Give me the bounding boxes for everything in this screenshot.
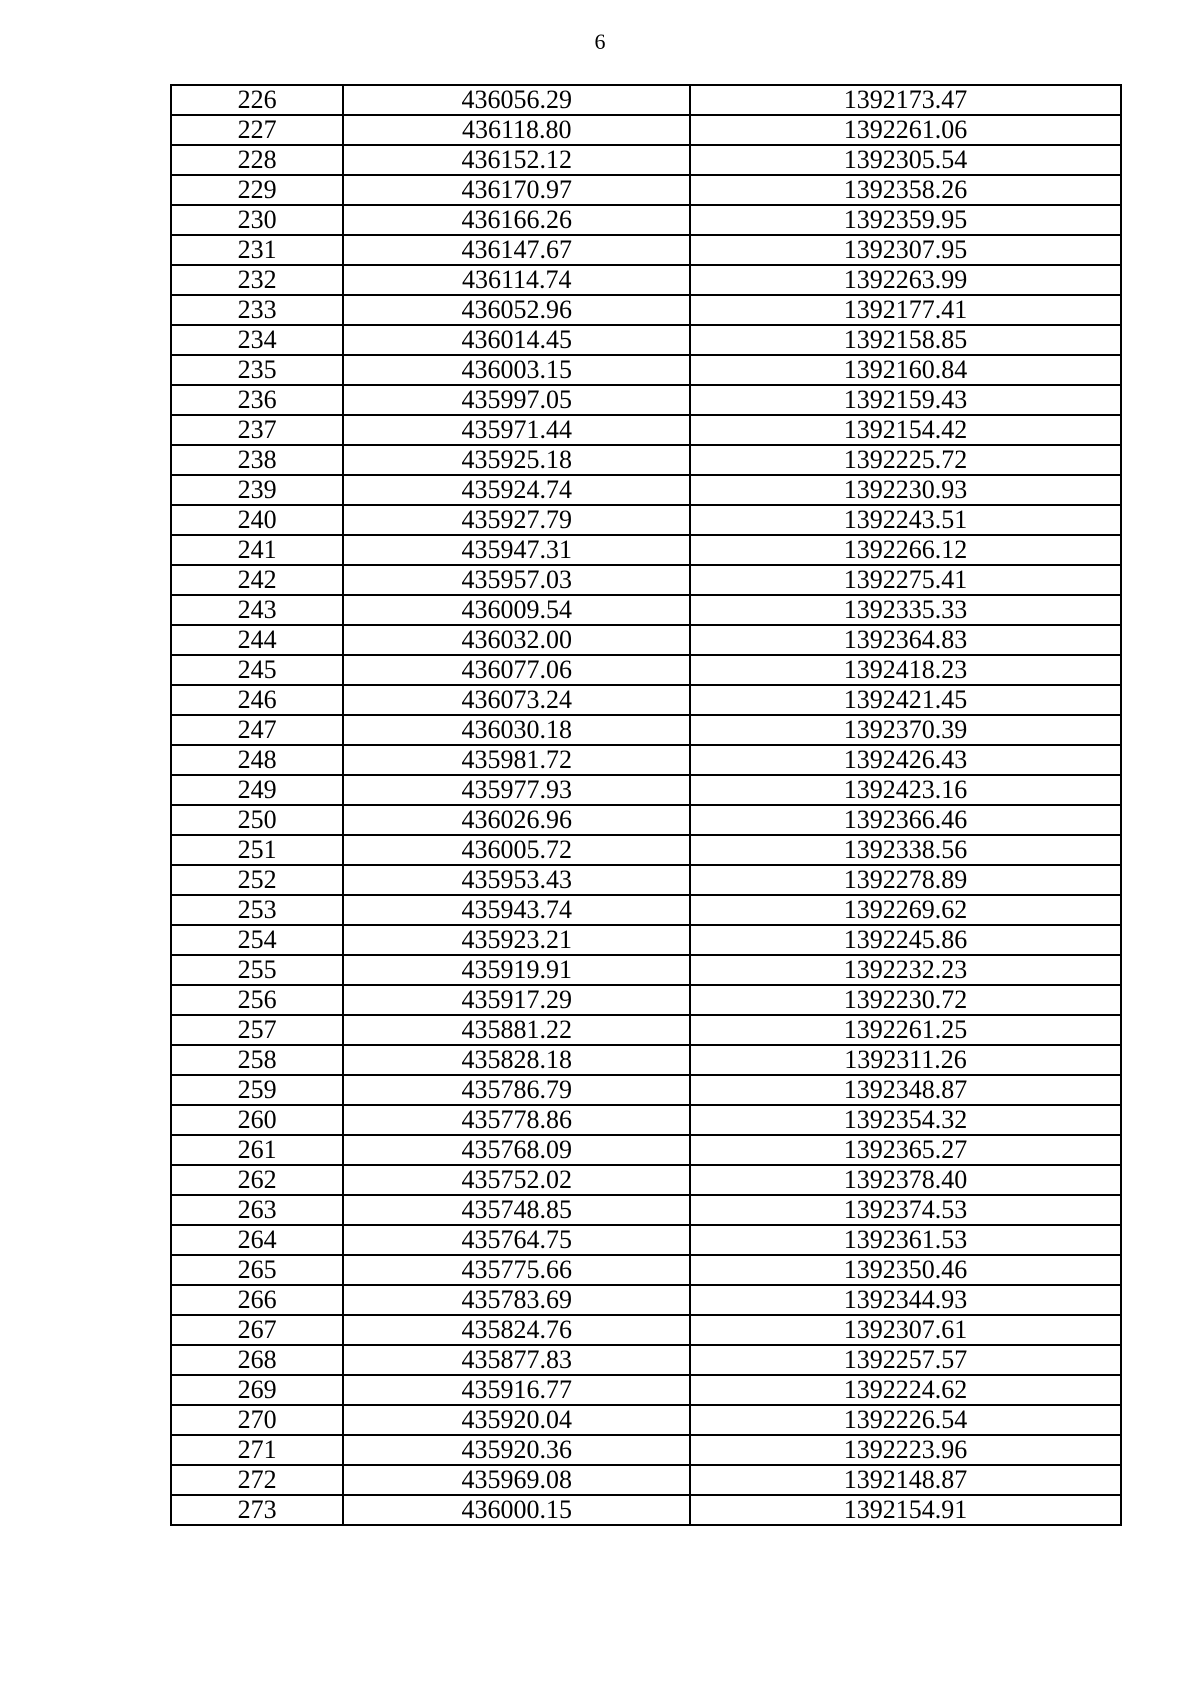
x-coordinate-cell: 435783.69 — [343, 1285, 690, 1315]
table-row — [171, 175, 1121, 205]
table-row — [171, 325, 1121, 355]
point-number-cell: 244 — [171, 625, 343, 655]
x-coordinate-cell: 436052.96 — [343, 295, 690, 325]
table-row — [171, 1165, 1121, 1195]
table-row — [171, 595, 1121, 625]
y-coordinate-cell: 1392354.32 — [690, 1105, 1121, 1135]
point-number-cell: 230 — [171, 205, 343, 235]
x-coordinate-cell: 435924.74 — [343, 475, 690, 505]
table-row — [171, 475, 1121, 505]
point-number-cell: 267 — [171, 1315, 343, 1345]
y-coordinate-cell: 1392232.23 — [690, 955, 1121, 985]
table-row — [171, 895, 1121, 925]
y-coordinate-cell: 1392263.99 — [690, 265, 1121, 295]
x-coordinate-cell: 435927.79 — [343, 505, 690, 535]
point-number-cell: 229 — [171, 175, 343, 205]
y-coordinate-cell: 1392348.87 — [690, 1075, 1121, 1105]
y-coordinate-cell: 1392423.16 — [690, 775, 1121, 805]
x-coordinate-cell: 435824.76 — [343, 1315, 690, 1345]
table-row — [171, 1225, 1121, 1255]
table-row — [171, 925, 1121, 955]
y-coordinate-cell: 1392364.83 — [690, 625, 1121, 655]
point-number-cell: 272 — [171, 1465, 343, 1495]
point-number-cell: 256 — [171, 985, 343, 1015]
y-coordinate-cell: 1392344.93 — [690, 1285, 1121, 1315]
page-number: 6 — [594, 29, 606, 54]
x-coordinate-cell: 435877.83 — [343, 1345, 690, 1375]
point-number-cell: 241 — [171, 535, 343, 565]
x-coordinate-cell: 436056.29 — [343, 85, 690, 115]
point-number-cell: 232 — [171, 265, 343, 295]
point-number-cell: 254 — [171, 925, 343, 955]
x-coordinate-cell: 436030.18 — [343, 715, 690, 745]
table-body — [171, 85, 1121, 1525]
point-number-cell: 266 — [171, 1285, 343, 1315]
x-coordinate-cell: 436003.15 — [343, 355, 690, 385]
point-number-cell: 239 — [171, 475, 343, 505]
point-number-cell: 271 — [171, 1435, 343, 1465]
table-row — [171, 1105, 1121, 1135]
y-coordinate-cell: 1392338.56 — [690, 835, 1121, 865]
x-coordinate-cell: 435752.02 — [343, 1165, 690, 1195]
x-coordinate-cell: 436032.00 — [343, 625, 690, 655]
y-coordinate-cell: 1392278.89 — [690, 865, 1121, 895]
point-number-cell: 243 — [171, 595, 343, 625]
point-number-cell: 264 — [171, 1225, 343, 1255]
y-coordinate-cell: 1392159.43 — [690, 385, 1121, 415]
y-coordinate-cell: 1392307.61 — [690, 1315, 1121, 1345]
y-coordinate-cell: 1392160.84 — [690, 355, 1121, 385]
table-row — [171, 775, 1121, 805]
point-number-cell: 228 — [171, 145, 343, 175]
table-row — [171, 1315, 1121, 1345]
x-coordinate-cell: 435969.08 — [343, 1465, 690, 1495]
point-number-cell: 247 — [171, 715, 343, 745]
table-row — [171, 85, 1121, 115]
x-coordinate-cell: 436170.97 — [343, 175, 690, 205]
point-number-cell: 259 — [171, 1075, 343, 1105]
point-number-cell: 248 — [171, 745, 343, 775]
point-number-cell: 231 — [171, 235, 343, 265]
point-number-cell: 262 — [171, 1165, 343, 1195]
table-row — [171, 655, 1121, 685]
point-number-cell: 263 — [171, 1195, 343, 1225]
y-coordinate-cell: 1392154.42 — [690, 415, 1121, 445]
x-coordinate-cell: 435828.18 — [343, 1045, 690, 1075]
y-coordinate-cell: 1392158.85 — [690, 325, 1121, 355]
y-coordinate-cell: 1392154.91 — [690, 1495, 1121, 1525]
x-coordinate-cell: 436026.96 — [343, 805, 690, 835]
y-coordinate-cell: 1392365.27 — [690, 1135, 1121, 1165]
y-coordinate-cell: 1392243.51 — [690, 505, 1121, 535]
y-coordinate-cell: 1392230.93 — [690, 475, 1121, 505]
x-coordinate-cell: 435977.93 — [343, 775, 690, 805]
y-coordinate-cell: 1392426.43 — [690, 745, 1121, 775]
x-coordinate-cell: 435768.09 — [343, 1135, 690, 1165]
table-row — [171, 385, 1121, 415]
x-coordinate-cell: 435764.75 — [343, 1225, 690, 1255]
table-row — [171, 1255, 1121, 1285]
x-coordinate-cell: 435919.91 — [343, 955, 690, 985]
point-number-cell: 261 — [171, 1135, 343, 1165]
table-row — [171, 565, 1121, 595]
table-row — [171, 295, 1121, 325]
coordinates-table — [170, 84, 1122, 1526]
table-row — [171, 505, 1121, 535]
x-coordinate-cell: 435748.85 — [343, 1195, 690, 1225]
y-coordinate-cell: 1392266.12 — [690, 535, 1121, 565]
point-number-cell: 240 — [171, 505, 343, 535]
point-number-cell: 257 — [171, 1015, 343, 1045]
point-number-cell: 265 — [171, 1255, 343, 1285]
y-coordinate-cell: 1392307.95 — [690, 235, 1121, 265]
table-row — [171, 745, 1121, 775]
table-row — [171, 115, 1121, 145]
point-number-cell: 233 — [171, 295, 343, 325]
x-coordinate-cell: 435920.04 — [343, 1405, 690, 1435]
point-number-cell: 235 — [171, 355, 343, 385]
x-coordinate-cell: 435778.86 — [343, 1105, 690, 1135]
x-coordinate-cell: 435916.77 — [343, 1375, 690, 1405]
y-coordinate-cell: 1392223.96 — [690, 1435, 1121, 1465]
y-coordinate-cell: 1392275.41 — [690, 565, 1121, 595]
table-row — [171, 205, 1121, 235]
table-row — [171, 805, 1121, 835]
point-number-cell: 237 — [171, 415, 343, 445]
table-row — [171, 265, 1121, 295]
y-coordinate-cell: 1392361.53 — [690, 1225, 1121, 1255]
y-coordinate-cell: 1392378.40 — [690, 1165, 1121, 1195]
table-row — [171, 445, 1121, 475]
point-number-cell: 270 — [171, 1405, 343, 1435]
x-coordinate-cell: 435775.66 — [343, 1255, 690, 1285]
y-coordinate-cell: 1392358.26 — [690, 175, 1121, 205]
x-coordinate-cell: 436147.67 — [343, 235, 690, 265]
y-coordinate-cell: 1392245.86 — [690, 925, 1121, 955]
table-row — [171, 625, 1121, 655]
x-coordinate-cell: 435971.44 — [343, 415, 690, 445]
point-number-cell: 252 — [171, 865, 343, 895]
point-number-cell: 226 — [171, 85, 343, 115]
y-coordinate-cell: 1392148.87 — [690, 1465, 1121, 1495]
table-row — [171, 835, 1121, 865]
x-coordinate-cell: 435953.43 — [343, 865, 690, 895]
table-row — [171, 355, 1121, 385]
table-row — [171, 235, 1121, 265]
point-number-cell: 273 — [171, 1495, 343, 1525]
x-coordinate-cell: 436152.12 — [343, 145, 690, 175]
y-coordinate-cell: 1392261.06 — [690, 115, 1121, 145]
x-coordinate-cell: 435881.22 — [343, 1015, 690, 1045]
table-row — [171, 1135, 1121, 1165]
table-row — [171, 985, 1121, 1015]
table-row — [171, 865, 1121, 895]
point-number-cell: 255 — [171, 955, 343, 985]
table-row — [171, 415, 1121, 445]
y-coordinate-cell: 1392305.54 — [690, 145, 1121, 175]
x-coordinate-cell: 435943.74 — [343, 895, 690, 925]
y-coordinate-cell: 1392173.47 — [690, 85, 1121, 115]
x-coordinate-cell: 436005.72 — [343, 835, 690, 865]
y-coordinate-cell: 1392418.23 — [690, 655, 1121, 685]
point-number-cell: 258 — [171, 1045, 343, 1075]
point-number-cell: 253 — [171, 895, 343, 925]
point-number-cell: 246 — [171, 685, 343, 715]
x-coordinate-cell: 435981.72 — [343, 745, 690, 775]
x-coordinate-cell: 435997.05 — [343, 385, 690, 415]
y-coordinate-cell: 1392224.62 — [690, 1375, 1121, 1405]
table-row — [171, 1375, 1121, 1405]
table-row — [171, 1015, 1121, 1045]
y-coordinate-cell: 1392269.62 — [690, 895, 1121, 925]
table-row — [171, 1465, 1121, 1495]
x-coordinate-cell: 436166.26 — [343, 205, 690, 235]
y-coordinate-cell: 1392230.72 — [690, 985, 1121, 1015]
point-number-cell: 238 — [171, 445, 343, 475]
x-coordinate-cell: 435925.18 — [343, 445, 690, 475]
y-coordinate-cell: 1392335.33 — [690, 595, 1121, 625]
y-coordinate-cell: 1392374.53 — [690, 1195, 1121, 1225]
y-coordinate-cell: 1392257.57 — [690, 1345, 1121, 1375]
table-row — [171, 1285, 1121, 1315]
point-number-cell: 234 — [171, 325, 343, 355]
x-coordinate-cell: 436000.15 — [343, 1495, 690, 1525]
point-number-cell: 260 — [171, 1105, 343, 1135]
x-coordinate-cell: 436014.45 — [343, 325, 690, 355]
point-number-cell: 249 — [171, 775, 343, 805]
x-coordinate-cell: 435917.29 — [343, 985, 690, 1015]
x-coordinate-cell: 436114.74 — [343, 265, 690, 295]
table-row — [171, 955, 1121, 985]
table-row — [171, 1345, 1121, 1375]
x-coordinate-cell: 436118.80 — [343, 115, 690, 145]
point-number-cell: 269 — [171, 1375, 343, 1405]
x-coordinate-cell: 435957.03 — [343, 565, 690, 595]
y-coordinate-cell: 1392370.39 — [690, 715, 1121, 745]
y-coordinate-cell: 1392177.41 — [690, 295, 1121, 325]
point-number-cell: 236 — [171, 385, 343, 415]
table-row — [171, 145, 1121, 175]
table-row — [171, 685, 1121, 715]
x-coordinate-cell: 435920.36 — [343, 1435, 690, 1465]
table-row — [171, 1195, 1121, 1225]
y-coordinate-cell: 1392359.95 — [690, 205, 1121, 235]
y-coordinate-cell: 1392226.54 — [690, 1405, 1121, 1435]
x-coordinate-cell: 435923.21 — [343, 925, 690, 955]
point-number-cell: 245 — [171, 655, 343, 685]
y-coordinate-cell: 1392366.46 — [690, 805, 1121, 835]
table-row — [171, 1495, 1121, 1525]
table-row — [171, 1075, 1121, 1105]
table-row — [171, 715, 1121, 745]
point-number-cell: 268 — [171, 1345, 343, 1375]
point-number-cell: 242 — [171, 565, 343, 595]
point-number-cell: 251 — [171, 835, 343, 865]
x-coordinate-cell: 435947.31 — [343, 535, 690, 565]
y-coordinate-cell: 1392350.46 — [690, 1255, 1121, 1285]
table-row — [171, 1405, 1121, 1435]
x-coordinate-cell: 435786.79 — [343, 1075, 690, 1105]
point-number-cell: 227 — [171, 115, 343, 145]
table-row — [171, 1435, 1121, 1465]
table-row — [171, 1045, 1121, 1075]
table-row — [171, 535, 1121, 565]
x-coordinate-cell: 436009.54 — [343, 595, 690, 625]
y-coordinate-cell: 1392225.72 — [690, 445, 1121, 475]
y-coordinate-cell: 1392421.45 — [690, 685, 1121, 715]
x-coordinate-cell: 436073.24 — [343, 685, 690, 715]
y-coordinate-cell: 1392261.25 — [690, 1015, 1121, 1045]
x-coordinate-cell: 436077.06 — [343, 655, 690, 685]
y-coordinate-cell: 1392311.26 — [690, 1045, 1121, 1075]
point-number-cell: 250 — [171, 805, 343, 835]
